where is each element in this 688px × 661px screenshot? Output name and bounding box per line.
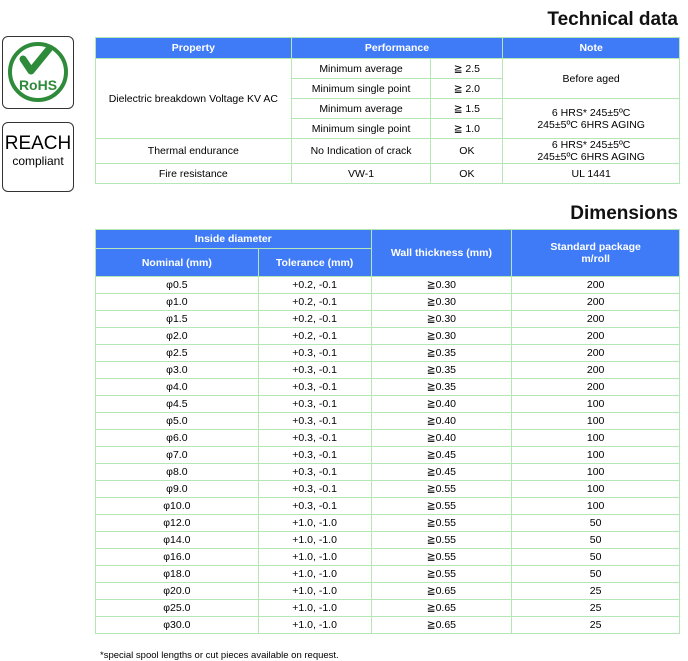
table-row (96, 345, 680, 362)
table-row (96, 481, 680, 498)
package-cell: 25 (512, 600, 680, 617)
package-cell: 200 (512, 294, 680, 311)
wall-thickness-cell: ≧0.65 (371, 583, 512, 600)
performance-label: Minimum single point (291, 119, 431, 139)
header-standard-package: Standard package m/roll (512, 230, 680, 277)
tolerance-cell: +1.0, -1.0 (258, 566, 371, 583)
tolerance-cell: +1.0, -1.0 (258, 549, 371, 566)
wall-thickness-cell: ≧0.65 (371, 600, 512, 617)
rohs-logo-icon (3, 37, 73, 108)
wall-thickness-cell: ≧0.55 (371, 515, 512, 532)
package-cell: 25 (512, 617, 680, 634)
header-wall-thickness: Wall thickness (mm) (371, 230, 512, 277)
tolerance-cell: +0.3, -0.1 (258, 498, 371, 515)
tolerance-cell: +0.3, -0.1 (258, 481, 371, 498)
reach-subtitle: compliant (12, 154, 64, 168)
note-line: 6 HRS* 245±5ºC (551, 139, 631, 151)
wall-thickness-cell: ≧0.40 (371, 396, 512, 413)
table-row (96, 139, 680, 164)
table-row (96, 396, 680, 413)
table-row (96, 413, 680, 430)
wall-thickness-cell: ≧0.40 (371, 413, 512, 430)
tolerance-cell: +0.3, -0.1 (258, 447, 371, 464)
performance-label: Minimum single point (291, 79, 431, 99)
table-row (96, 549, 680, 566)
table-row (96, 379, 680, 396)
table-row (96, 600, 680, 617)
package-cell: 50 (512, 566, 680, 583)
tolerance-cell: +0.3, -0.1 (258, 430, 371, 447)
note-line: 245±5ºC 6HRS AGING (537, 118, 645, 131)
nominal-cell: φ1.5 (96, 311, 259, 328)
tolerance-cell: +1.0, -1.0 (258, 532, 371, 549)
table-row (96, 447, 680, 464)
nominal-cell: φ5.0 (96, 413, 259, 430)
package-cell: 100 (512, 413, 680, 430)
header-nominal: Nominal (mm) (96, 249, 259, 277)
tolerance-cell: +0.3, -0.1 (258, 379, 371, 396)
table-row (96, 430, 680, 447)
package-cell: 50 (512, 532, 680, 549)
performance-value: ≧ 2.5 (431, 59, 503, 79)
dimensions-body (96, 277, 680, 634)
wall-thickness-cell: ≧0.65 (371, 617, 512, 634)
performance-value: OK (431, 139, 503, 164)
footnote: *special spool lengths or cut pieces available on request. (100, 650, 339, 661)
wall-thickness-cell: ≧0.30 (371, 294, 512, 311)
nominal-cell: φ25.0 (96, 600, 259, 617)
header-tolerance: Tolerance (mm) (258, 249, 371, 277)
wall-thickness-cell: ≧0.35 (371, 379, 512, 396)
wall-thickness-cell: ≧0.55 (371, 498, 512, 515)
nominal-cell: φ10.0 (96, 498, 259, 515)
performance-value: ≧ 1.5 (431, 99, 503, 119)
wall-thickness-cell: ≧0.55 (371, 549, 512, 566)
nominal-cell: φ9.0 (96, 481, 259, 498)
wall-thickness-cell: ≧0.30 (371, 328, 512, 345)
header-inside-diameter: Inside diameter (96, 230, 372, 249)
package-cell: 100 (512, 447, 680, 464)
package-cell: 100 (512, 430, 680, 447)
tolerance-cell: +0.2, -0.1 (258, 311, 371, 328)
performance-label: Minimum average (291, 59, 431, 79)
rohs-text: RoHS (18, 77, 58, 93)
table-row (96, 532, 680, 549)
package-cell: 25 (512, 583, 680, 600)
package-cell: 50 (512, 549, 680, 566)
technical-data-table (95, 37, 680, 184)
table-row (96, 328, 680, 345)
nominal-cell: φ4.5 (96, 396, 259, 413)
wall-thickness-cell: ≧0.35 (371, 345, 512, 362)
nominal-cell: φ8.0 (96, 464, 259, 481)
tolerance-cell: +0.3, -0.1 (258, 396, 371, 413)
table-row (96, 566, 680, 583)
nominal-cell: φ7.0 (96, 447, 259, 464)
property-cell: Fire resistance (96, 164, 292, 184)
header-property: Property (96, 38, 292, 59)
tolerance-cell: +0.3, -0.1 (258, 345, 371, 362)
note-cell: Before aged (503, 59, 680, 99)
note-line: 245±5ºC 6HRS AGING (537, 151, 645, 163)
wall-thickness-cell: ≧0.35 (371, 362, 512, 379)
package-cell: 200 (512, 379, 680, 396)
dimensions-heading: Dimensions (570, 203, 678, 224)
nominal-cell: φ6.0 (96, 430, 259, 447)
table-row (96, 464, 680, 481)
note-cell (503, 99, 680, 139)
tolerance-cell: +0.3, -0.1 (258, 362, 371, 379)
tolerance-cell: +1.0, -1.0 (258, 583, 371, 600)
nominal-cell: φ14.0 (96, 532, 259, 549)
nominal-cell: φ2.5 (96, 345, 259, 362)
package-cell: 200 (512, 362, 680, 379)
table-row (96, 498, 680, 515)
wall-thickness-cell: ≧0.30 (371, 277, 512, 294)
package-cell: 200 (512, 277, 680, 294)
rohs-badge (2, 36, 74, 109)
tolerance-cell: +1.0, -1.0 (258, 617, 371, 634)
package-cell: 100 (512, 481, 680, 498)
dimensions-table (95, 229, 680, 634)
nominal-cell: φ2.0 (96, 328, 259, 345)
package-cell: 50 (512, 515, 680, 532)
wall-thickness-cell: ≧0.55 (371, 481, 512, 498)
wall-thickness-cell: ≧0.45 (371, 447, 512, 464)
tolerance-cell: +0.3, -0.1 (258, 464, 371, 481)
table-row (96, 311, 680, 328)
table-row (96, 277, 680, 294)
nominal-cell: φ3.0 (96, 362, 259, 379)
note-line: 6 HRS* 245±5ºC (551, 106, 631, 119)
package-cell: 200 (512, 311, 680, 328)
wall-thickness-cell: ≧0.55 (371, 532, 512, 549)
package-cell: 100 (512, 498, 680, 515)
wall-thickness-cell: ≧0.30 (371, 311, 512, 328)
note-cell (503, 139, 680, 164)
nominal-cell: φ18.0 (96, 566, 259, 583)
nominal-cell: φ20.0 (96, 583, 259, 600)
table-row (96, 362, 680, 379)
technical-header-row (96, 38, 680, 59)
header-note: Note (503, 38, 680, 59)
wall-thickness-cell: ≧0.40 (371, 430, 512, 447)
note-cell: UL 1441 (503, 164, 680, 184)
wall-thickness-cell: ≧0.45 (371, 464, 512, 481)
reach-title: REACH (4, 133, 72, 154)
performance-label: Minimum average (291, 99, 431, 119)
table-row (96, 294, 680, 311)
tolerance-cell: +1.0, -1.0 (258, 600, 371, 617)
property-cell: Thermal endurance (96, 139, 292, 164)
reach-badge (2, 122, 74, 192)
package-cell: 200 (512, 345, 680, 362)
table-row (96, 515, 680, 532)
package-cell: 200 (512, 328, 680, 345)
table-row (96, 617, 680, 634)
performance-value: ≧ 1.0 (431, 119, 503, 139)
tolerance-cell: +0.2, -0.1 (258, 328, 371, 345)
performance-value: OK (431, 164, 503, 184)
nominal-cell: φ16.0 (96, 549, 259, 566)
nominal-cell: φ1.0 (96, 294, 259, 311)
table-row (96, 59, 680, 79)
nominal-cell: φ4.0 (96, 379, 259, 396)
package-cell: 100 (512, 396, 680, 413)
performance-label: VW-1 (291, 164, 431, 184)
performance-label: No Indication of crack (291, 139, 431, 164)
nominal-cell: φ0.5 (96, 277, 259, 294)
tolerance-cell: +0.2, -0.1 (258, 277, 371, 294)
tolerance-cell: +0.3, -0.1 (258, 413, 371, 430)
tolerance-cell: +1.0, -1.0 (258, 515, 371, 532)
dimensions-header-row (96, 230, 680, 249)
wall-thickness-cell: ≧0.55 (371, 566, 512, 583)
header-performance: Performance (291, 38, 503, 59)
property-cell: Dielectric breakdown Voltage KV AC (96, 59, 292, 139)
package-cell: 100 (512, 464, 680, 481)
nominal-cell: φ12.0 (96, 515, 259, 532)
table-row (96, 164, 680, 184)
tolerance-cell: +0.2, -0.1 (258, 294, 371, 311)
nominal-cell: φ30.0 (96, 617, 259, 634)
performance-value: ≧ 2.0 (431, 79, 503, 99)
table-row (96, 583, 680, 600)
technical-data-heading: Technical data (547, 9, 678, 30)
